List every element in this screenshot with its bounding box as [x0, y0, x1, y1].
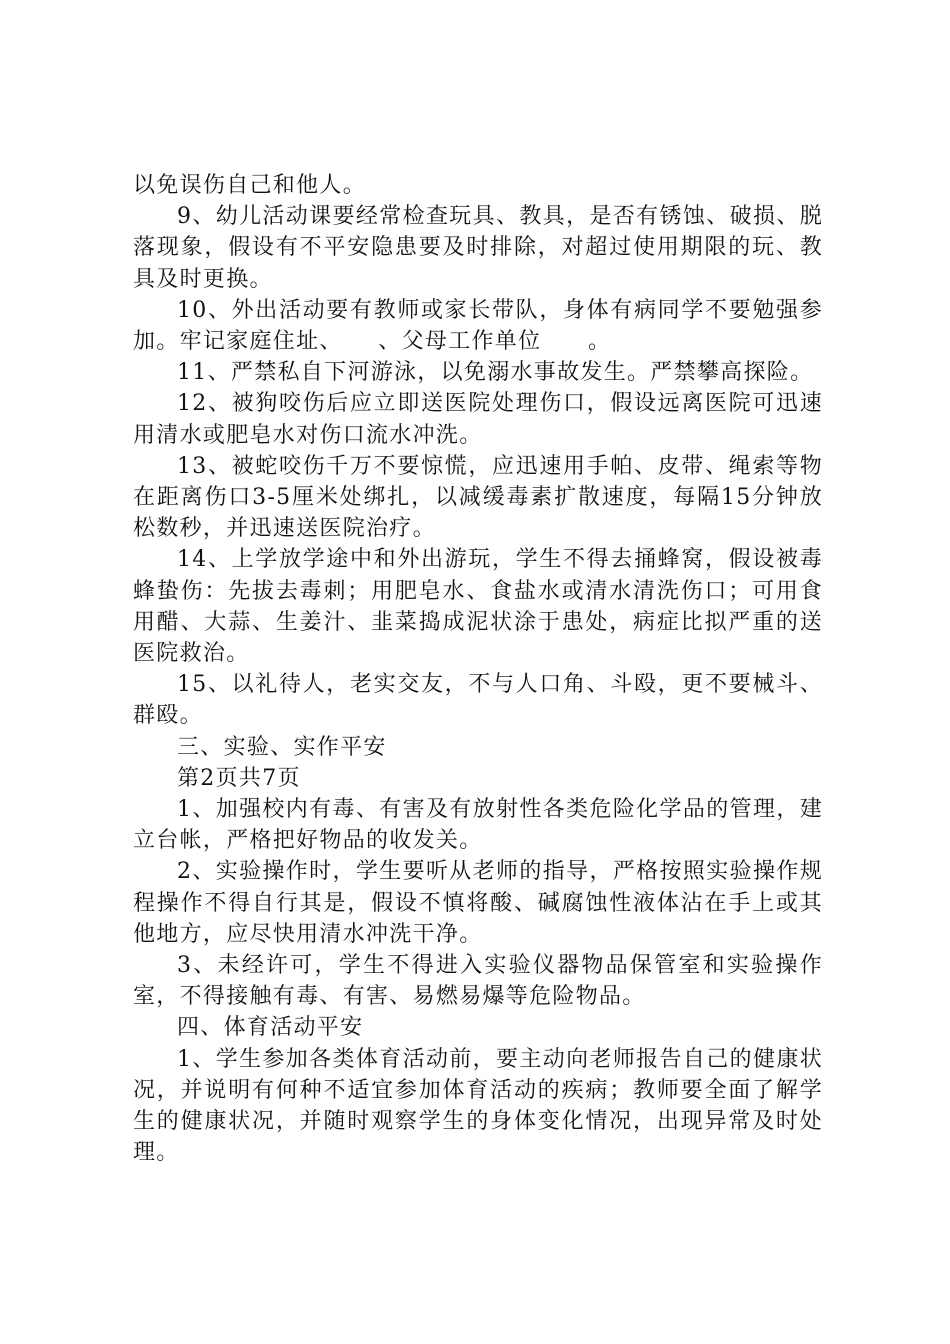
section-heading-sports-safety: 四、体育活动平安 — [177, 1015, 364, 1041]
paragraph-lab-item-1: 1、加强校内有毒、有害及有放射性各类危险化学品的管理，建立台帐，严格把好物品的收发关。 — [133, 797, 823, 854]
paragraph-item-10: 10、外出活动要有教师或家长带队，身体有病同学不要勉强参加。牢记家庭住址、 、父母工作单位 。 — [133, 297, 823, 355]
paragraph-lab-item-3: 3、未经许可，学生不得进入实验仪器物品保管室和实验操作室，不得接触有毒、有害、易燃易爆等危险物品。 — [133, 953, 823, 1010]
paragraph-sports-item-1: 1、学生参加各类体育活动前，要主动向老师报告自己的健康状况，并说明有何种不适宜参加体育活动的疾病；教师要全面了解学生的健康状况，并随时观察学生的身体变化情况，出现异常及时处理。 — [133, 1046, 823, 1166]
section-heading-experiment-safety: 三、实验、实作平安 — [177, 734, 387, 760]
paragraph-continuation: 以免误伤自己和他人。 — [133, 173, 367, 198]
paragraph-item-9: 9、幼儿活动课要经常检查玩具、教具，是否有锈蚀、破损、脱落现象，假设有不平安隐患要及时排除，对超过使用期限的玩、教具及时更换。 — [133, 204, 823, 292]
document-body — [133, 170, 823, 1169]
paragraph-item-15: 15、以礼待人，老实交友，不与人口角、斗殴，更不要械斗、群殴。 — [133, 672, 823, 729]
paragraph-lab-item-2: 2、实验操作时，学生要听从老师的指导，严格按照实验操作规程操作不得自行其是，假设不慎将酸、碱腐蚀性液体沾在手上或其他地方，应尽快用清水冲洗干净。 — [133, 859, 823, 947]
paragraph-item-14: 14、上学放学途中和外出游玩，学生不得去捅蜂窝，假设被毒蜂蛰伤：先拔去毒刺；用肥皂水、食盐水或清水清洗伤口；可用食用醋、大蒜、生姜汁、韭菜捣成泥状涂于患处，病症比拟严重的送医院救治。 — [133, 547, 823, 667]
paragraph-item-12: 12、被狗咬伤后应立即送医院处理伤口，假设远离医院可迅速用清水或肥皂水对伤口流水冲洗。 — [133, 391, 823, 448]
paragraph-item-11: 11、严禁私自下河游泳，以免溺水事故发生。严禁攀高探险。 — [177, 360, 814, 386]
page-number-label: 第2页共7页 — [177, 765, 301, 791]
paragraph-item-13: 13、被蛇咬伤千万不要惊慌，应迅速用手帕、皮带、绳索等物在距离伤口3-5厘米处绑扎，以减缓毒素扩散速度，每隔15分钟放松数秒，并迅速送医院治疗。 — [133, 453, 823, 542]
